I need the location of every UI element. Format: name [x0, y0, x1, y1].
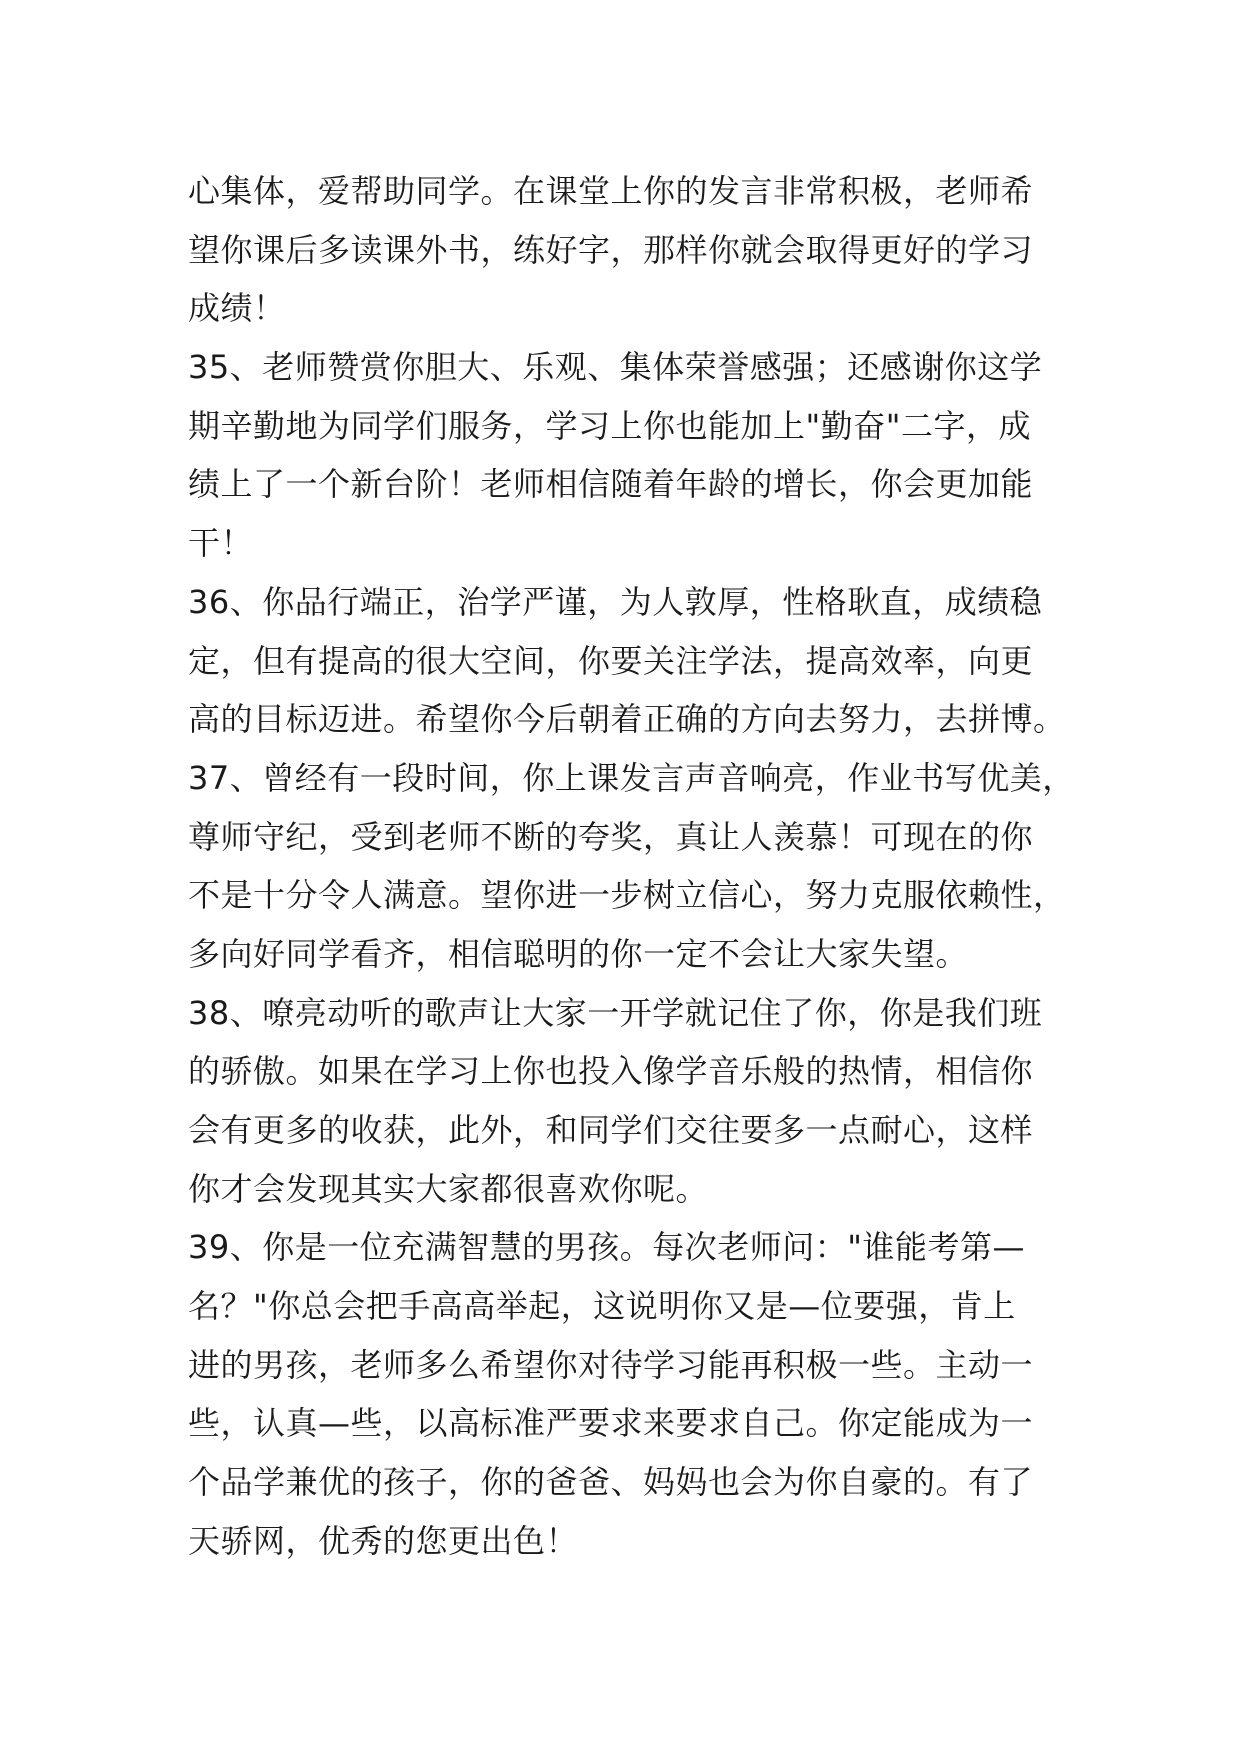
text-line: 的骄傲。如果在学习上你也投入像学音乐般的热情，相信你: [188, 1052, 1034, 1091]
text-line: 不是十分令人满意。望你进一步树立信心，努力克服依赖性，: [188, 876, 1066, 915]
text-line: 干！: [188, 524, 254, 563]
text-line: 心集体，爱帮助同学。在课堂上你的发言非常积极，老师希: [188, 172, 1034, 210]
text-line: 39、你是一位充满智慧的男孩。每次老师问："谁能考第—: [188, 1228, 1025, 1267]
text-line: 尊师守纪，受到老师不断的夸奖，真让人羡慕！可现在的你: [188, 817, 1034, 856]
text-line: 些，认真—些，以高标准严要求来要求自己。你定能成为一: [188, 1404, 1034, 1443]
text-line: 38、嘹亮动听的歌声让大家一开学就记住了你，你是我们班: [188, 993, 1043, 1032]
text-line: 会有更多的收获，此外，和同学们交往要多一点耐心，这样: [188, 1111, 1034, 1149]
text-line: 37、曾经有一段时间，你上课发言声音响亮，作业书写优美，: [188, 758, 1075, 797]
text-line: 36、你品行端正，治学严谨，为人敦厚，性格耿直，成绩稳: [188, 582, 1043, 621]
text-line: 定，但有提高的很大空间，你要关注学法，提高效率，向更: [188, 641, 1034, 680]
text-line: 成绩！: [188, 289, 286, 328]
text-line: 进的男孩，老师多么希望你对待学习能再积极一些。主动一: [188, 1345, 1034, 1384]
text-line: 多向好同学看齐，相信聪明的你一定不会让大家失望。: [188, 934, 969, 973]
text-line: 期辛勤地为同学们服务，学习上你也能加上"勤奋"二字，成: [188, 406, 1031, 445]
text-line: 望你课后多读课外书，练好字，那样你就会取得更好的学习: [188, 230, 1034, 269]
text-line: 高的目标迈进。希望你今后朝着正确的方向去努力，去拼博。: [188, 700, 1066, 739]
text-line: 35、老师赞赏你胆大、乐观、集体荣誉感强；还感谢你这学: [188, 348, 1043, 387]
text-line: 绩上了一个新台阶！老师相信随着年龄的增长，你会更加能: [188, 465, 1034, 504]
text-line: 个品学兼优的孩子，你的爸爸、妈妈也会为你自豪的。有了: [188, 1463, 1034, 1502]
document-body: [188, 162, 1075, 1571]
text-line: 你才会发现其实大家都很喜欢你呢。: [188, 1169, 709, 1208]
text-line: 名？"你总会把手高高举起，这说明你又是—位要强，肯上: [188, 1287, 1016, 1326]
text-line: 天骄网，优秀的您更出色！: [188, 1521, 579, 1560]
